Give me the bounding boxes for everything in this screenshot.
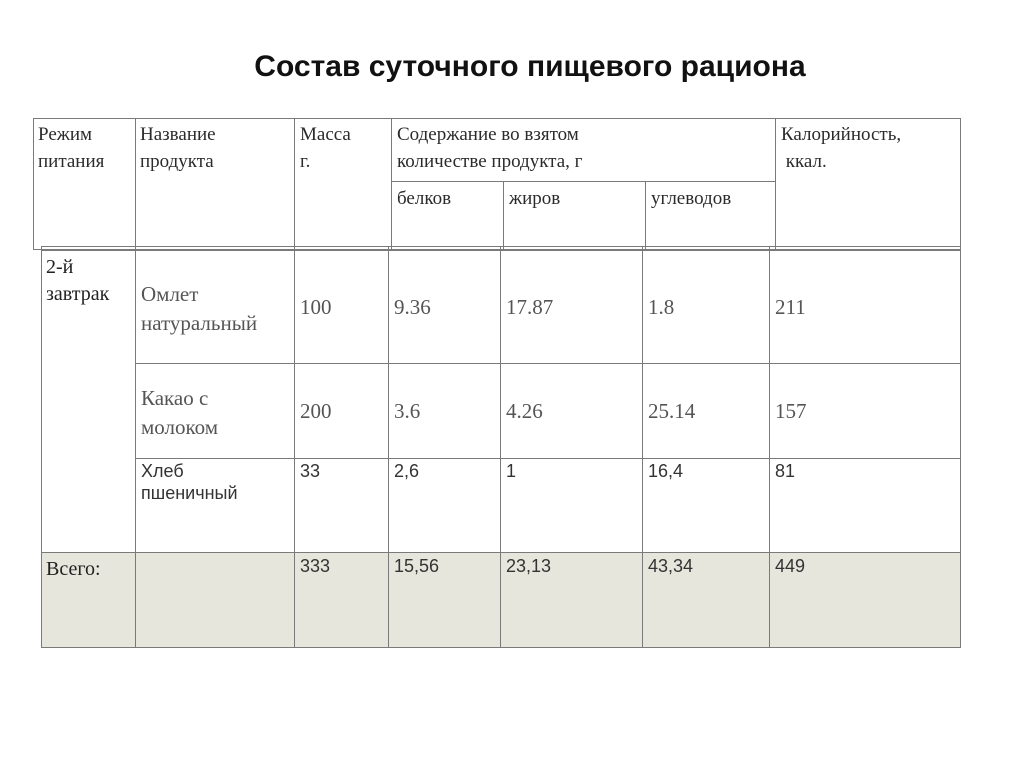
protein-cell: 2,6 <box>394 461 420 481</box>
carbs-cell: 1.8 <box>648 295 675 319</box>
total-kcal: 449 <box>775 556 806 576</box>
header-carbs: углеводов <box>651 188 732 209</box>
header-regime: Режим питания <box>38 124 105 172</box>
mass-cell: 100 <box>300 295 332 319</box>
total-protein: 15,56 <box>394 556 440 576</box>
header-fat: жиров <box>509 188 561 209</box>
meal-label: 2-й завтрак <box>46 256 110 305</box>
carbs-cell: 16,4 <box>648 461 684 481</box>
kcal-cell: 157 <box>775 399 807 423</box>
fat-cell: 17.87 <box>506 295 554 319</box>
total-mass: 333 <box>300 556 331 576</box>
total-fat: 23,13 <box>506 556 552 576</box>
protein-cell: 9.36 <box>394 295 431 319</box>
header-content: Содержание во взятом количестве продукта, г <box>397 124 583 172</box>
kcal-cell: 211 <box>775 295 806 319</box>
total-label: Всего: <box>46 558 101 580</box>
product-name: Какао с молоком <box>141 386 219 439</box>
product-name: Хлеб пшеничный <box>141 461 238 503</box>
protein-cell: 3.6 <box>394 399 421 423</box>
header-product: Название продукта <box>140 124 216 172</box>
fat-cell: 1 <box>506 461 517 481</box>
header-mass: Масса г. <box>300 124 351 172</box>
fat-cell: 4.26 <box>506 399 543 423</box>
page-title: Состав суточного пищевого рациона <box>254 50 806 83</box>
total-carbs: 43,34 <box>648 556 694 576</box>
header-protein: белков <box>397 188 452 209</box>
header-kcal: Калорийность, ккал. <box>781 124 902 172</box>
product-name: Омлет натуральный <box>141 282 258 335</box>
mass-cell: 33 <box>300 461 321 481</box>
kcal-cell: 81 <box>775 461 796 481</box>
carbs-cell: 25.14 <box>648 399 696 423</box>
mass-cell: 200 <box>300 399 332 423</box>
